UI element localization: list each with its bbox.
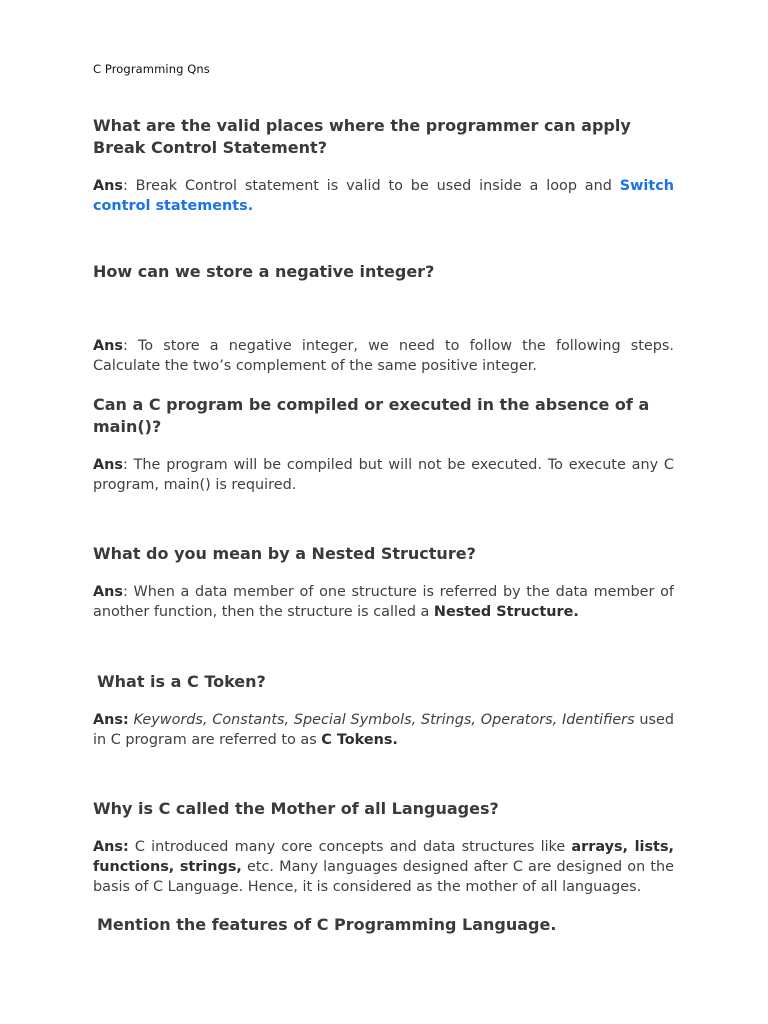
answer-c-token [93,710,674,750]
answer-text-continued: etc. Many languages designed after C are designed on the basis of C Language. Hence, it is considered as the mother of all languages. [93,859,674,895]
ans-separator: : [122,584,134,600]
ans-separator: : [122,457,134,473]
question-heading: Mention the features of C Programming Language. [97,915,557,934]
answer-text: The program will be compiled but will not be executed. To execute any C program, main() is required. [93,457,674,493]
ans-label: Ans: [93,712,129,728]
question-heading: How can we store a negative integer? [93,262,435,281]
answer-main-absence [93,455,674,495]
ans-label: Ans [93,584,123,600]
answer-paragraph [93,176,674,216]
answer-paragraph [93,336,674,376]
qa-item-negative-integer [93,261,674,283]
qa-item-main-absence [93,394,674,438]
question-heading: Can a C program be compiled or executed in the absence of a main()? [93,395,650,436]
switch-control-link[interactable]: Switch control statements. [93,178,674,214]
question-heading: What is a C Token? [97,672,266,691]
italic-list: Keywords, Constants, Special Symbols, Strings, Operators, Identifiers [133,712,635,728]
answer-paragraph [93,837,674,897]
bold-term: Nested Structure. [433,604,579,620]
question-heading: What are the valid places where the programmer can apply Break Control Statement? [93,116,631,157]
qa-item-break-statement [93,115,674,159]
page-header: C Programming Qns [93,62,210,76]
answer-text: When a data member of one structure is referred by the data member of another function, then the structure is called a [93,584,674,620]
bold-term: C Tokens. [321,732,398,748]
answer-text: Break Control statement is valid to be used inside a loop and [135,178,620,194]
qa-item-c-token [93,671,674,693]
answer-paragraph [93,455,674,495]
qa-item-mother-of-languages [93,798,674,820]
ans-separator: : [122,338,138,354]
answer-paragraph [93,582,674,622]
ans-label: Ans: [93,839,129,855]
answer-text: C introduced many core concepts and data structures like [134,839,572,855]
qa-item-features [93,914,674,936]
ans-separator: : [122,178,136,194]
answer-text: used in C program are referred to as [93,712,675,748]
question-heading: What do you mean by a Nested Structure? [93,544,476,563]
answer-negative-integer [93,336,674,376]
answer-nested-structure [93,582,674,622]
ans-label: Ans [93,457,123,473]
answer-break-statement [93,176,674,216]
answer-mother-of-languages [93,837,674,897]
ans-label: Ans [93,338,123,354]
ans-label: Ans [93,178,123,194]
answer-paragraph [93,710,674,750]
qa-item-nested-structure [93,543,674,565]
bold-terms: arrays, lists, functions, strings, [93,839,674,875]
answer-text: To store a negative integer, we need to follow the following steps. Calculate the two’s complement of the same positive integer. [93,338,674,374]
question-heading: Why is C called the Mother of all Languages? [93,799,499,818]
